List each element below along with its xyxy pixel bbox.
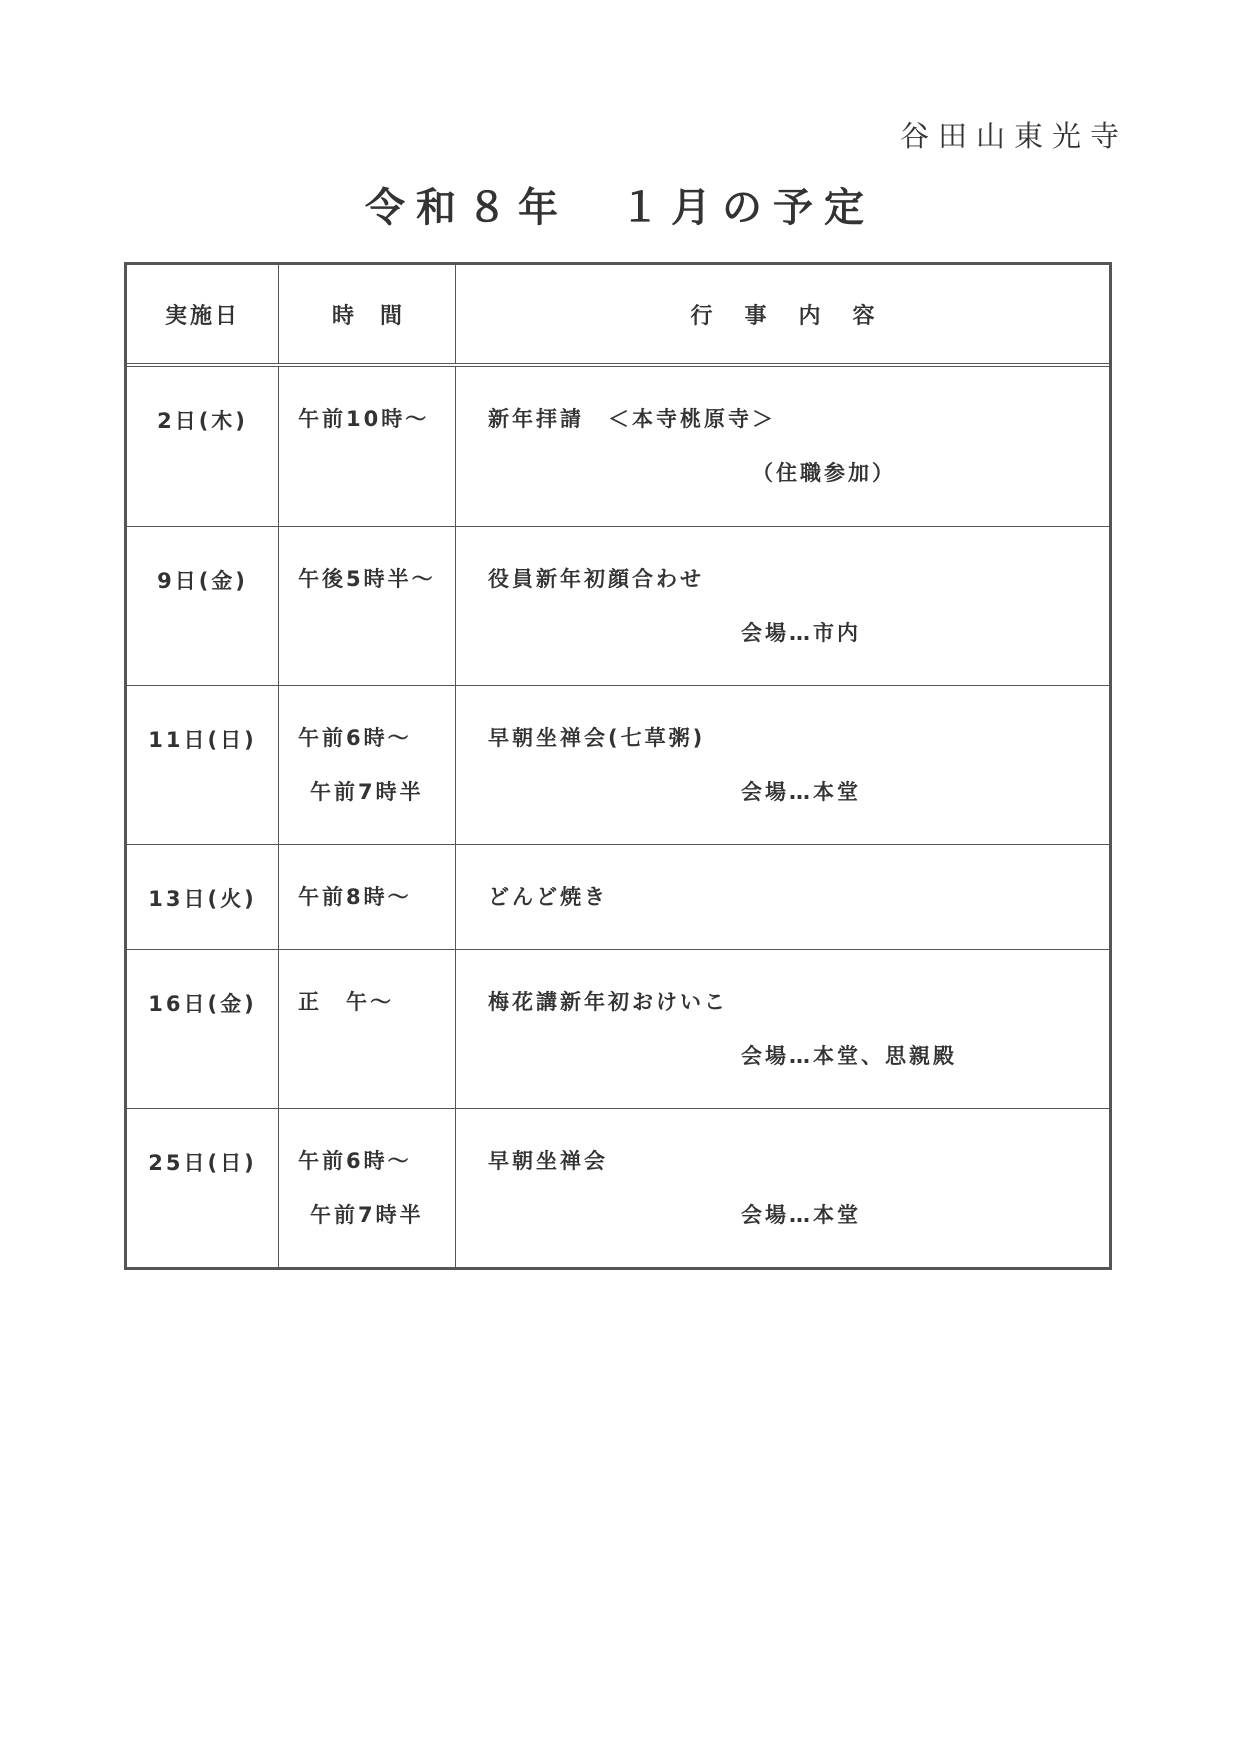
event-detail: 会場…本堂、思親殿 <box>741 1044 957 1068</box>
header-time: 時間 <box>278 265 455 363</box>
table-row <box>127 526 1109 685</box>
row-time: 正 午～ <box>278 950 455 1108</box>
header-date: 実施日 <box>164 303 240 329</box>
event-detail: （住職参加） <box>752 461 896 485</box>
event-detail: 会場…市内 <box>741 621 861 645</box>
row-time: 午前6時～ 午前7時半 <box>278 1109 455 1267</box>
row-date: 16日(金) <box>148 992 257 1016</box>
row-event <box>455 367 1109 526</box>
table-row <box>127 367 1109 526</box>
table-row <box>127 949 1109 1108</box>
table-row <box>127 685 1109 844</box>
row-event <box>455 686 1109 844</box>
row-time: 午前6時～ 午前7時半 <box>278 686 455 844</box>
row-date: 11日(日) <box>148 728 257 752</box>
row-date: 2日(木) <box>157 409 248 433</box>
row-time: 午前8時～ <box>278 845 455 949</box>
row-event <box>455 950 1109 1108</box>
row-event <box>455 1109 1109 1267</box>
event-detail: 会場…本堂 <box>741 780 861 804</box>
event-name: どんど焼き <box>488 885 608 909</box>
event-detail: 会場…本堂 <box>741 1203 861 1227</box>
row-date: 13日(火) <box>148 887 257 911</box>
event-name: 早朝坐禅会(七草粥) <box>488 726 706 750</box>
page-title: 令和８年 １月の予定 <box>365 185 875 231</box>
row-time: 午前10時～ <box>278 367 455 526</box>
row-date: 9日(金) <box>157 569 248 593</box>
event-name: 早朝坐禅会 <box>488 1149 608 1173</box>
row-time: 午後5時半～ <box>278 527 455 685</box>
header-event: 行事内容 <box>455 265 1109 363</box>
event-name: 役員新年初顔合わせ <box>488 567 704 591</box>
row-date: 25日(日) <box>148 1151 257 1175</box>
temple-name: 谷田山東光寺 <box>899 119 1128 153</box>
table-row <box>127 1108 1109 1267</box>
event-name: 梅花講新年初おけいこ <box>488 990 728 1014</box>
table-row <box>127 844 1109 949</box>
schedule-table <box>124 262 1112 1270</box>
event-name: 新年拝請 ＜本寺桃原寺＞ <box>488 407 776 431</box>
row-event <box>455 845 1109 949</box>
row-event <box>455 527 1109 685</box>
table-header <box>127 265 1109 367</box>
